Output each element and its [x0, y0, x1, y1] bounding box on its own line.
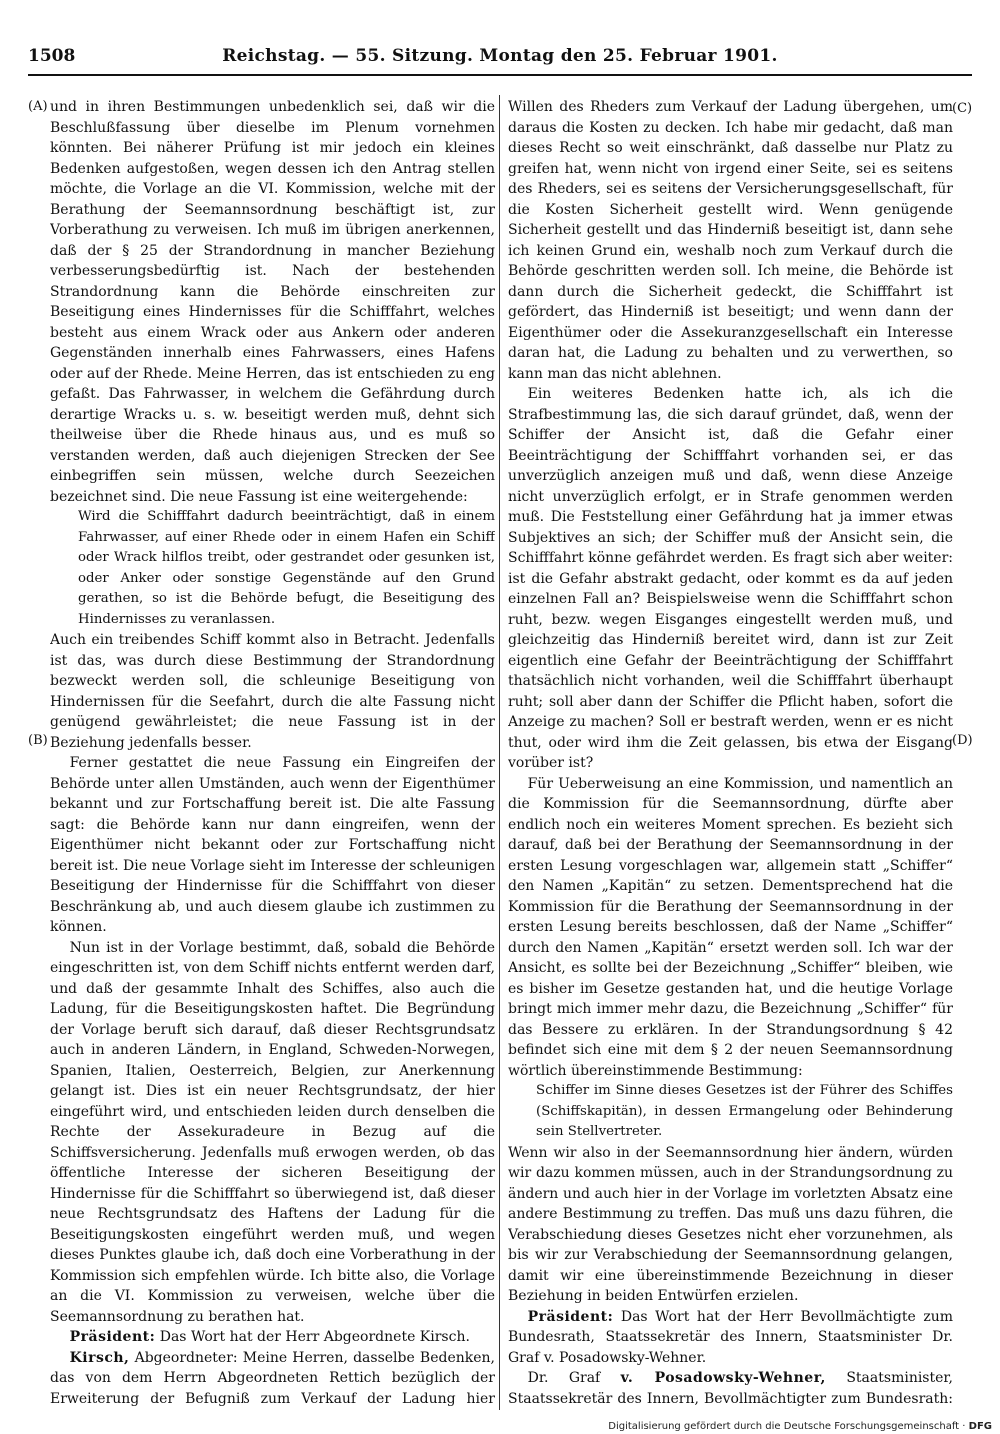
- column-rule: [499, 95, 500, 1410]
- margin-label-b: (B): [28, 733, 48, 748]
- paragraph: Für Ueberweisung an eine Kommission, und namentlich an die Kommission für die Seemannsordnung, dürfte aber endlich noch ein weiteres Moment sprechen. Es bezieht sich darauf, daß bei der Berathung der Seemannsordnung in der ersten Lesung vorgeschlagen war, allgemein statt „Schiffer“ den Namen „Kapitän“ zu setzen. Dementsprechend hat die Kommission für die Berathung der Seemannsordnung in der ersten Lesung bereits beschlossen, daß der Name „Schiffer“ durch den Namen „Kapitän“ ersetzt werden soll. Ich war der Ansicht, es sollte bei der Bezeichnung „Schiffer“ bleiben, wie es bisher im Gesetze gestanden hat, und die heutige Vorlage bringt mich immer mehr dazu, die Bezeichnung „Schiffer“ für das Bessere zu erklären. In der Strandungsordnung § 42 befindet sich eine mit dem § 2 der neuen Seemannsordnung wörtlich übereinstimmende Bestimmung:: [508, 775, 953, 1079]
- paragraph: Willen des Rheders zum Verkauf der Ladung übergehen, um daraus die Kosten zu decken. Ich habe mir gedacht, daß man dieses Recht so weit einschränkt, daß dasselbe nur Platz zu greifen hat, wenn nicht von irgend einer Seite, sei es seitens des Rheders, sei es seitens der Versicherungsgesellschaft, für die Kosten Sicherheit gestellt wird. Wenn genügende Sicherheit gestellt und das Hinderniß beseitigt ist, dann sehe ich keinen Grund ein, weshalb noch zum Verkauf durch die Behörde geschritten werden soll. Ich meine, die Behörde ist dann durch die Sicherheit gedeckt, die Schifffahrt ist gefördert, das Hinderniß ist beseitigt; und wenn dann der Eigenthümer oder die Assekuranzgesellschaft ein Interesse daran hat, die Ladung zu behalten und zu verwerthen, so kann man das nicht ablehnen.: [508, 99, 953, 382]
- page-number: 1508: [28, 46, 76, 66]
- speech-text: Das Wort hat der Herr Bevollmächtigte zum Bundesrath, Staatssekretär des Innern, Staatsminister Dr. Graf v. Posadowsky-Wehner.: [508, 1308, 953, 1366]
- margin-label-c: (C): [952, 101, 973, 116]
- header-rule: [28, 74, 972, 76]
- paragraph: Ein weiteres Bedenken hatte ich, als ich die Strafbestimmung las, die sich darauf gründet, daß, wenn der Schiffer der Ansicht ist, daß die Gefahr einer Beeinträchtigung der Schifffahrt vorhanden sei, er das unverzüglich anzeigen muß und daß, wenn diese Anzeige nicht unverzüglich erfolgt, er in Strafe genommen werden muß. Die Feststellung einer Gefährdung hat ja immer etwas Subjektives an sich; der Schiffer muß der Ansicht sein, die Schifffahrt könne gefährdet werden. Es fragt sich aber weiter: ist die Gefahr abstrakt gedacht, oder kommt es da auf jeden einzelnen Fall an? Beispielsweise wenn die Schifffahrt schon ruht, bezw. wegen Eisganges eingestellt werden muß, und gleichzeitig das Hinderniß bereitet wird, dann ist zur Zeit eigentlich eine Gefahr der Beeinträchtigung der Schifffahrt thatsächlich nicht vorhanden, weil die Schifffahrt überhaupt ruht; soll aber dann der Schiffer die Pflicht haben, sofort die Anzeige zu machen? Soll er bestraft werden, wenn er es nicht thut, oder wird ihm die Zeit gelassen, bis etwa der Eisgang vorüber ist?: [508, 386, 953, 771]
- speech-text: Das Wort hat der Herr Abgeordnete Kirsch.: [159, 1329, 470, 1345]
- paragraph: Nun ist in der Vorlage bestimmt, daß, sobald die Behörde eingeschritten ist, von dem Schiff nichts entfernt werden darf, und daß der gesammte Inhalt des Schiffes, also auch die Ladung, für die Beseitigungskosten haftet. Die Begründung der Vorlage beruft sich darauf, daß dieser Rechtsgrundsatz auch in anderen Ländern, in England, Schweden-Norwegen, Spanien, Italien, Oesterreich, Belgien, zur Anerkennung gelangt ist. Dies ist ein neuer Rechtsgrundsatz, der hier eingeführt wird, und entschieden leiden durch denselben die Rechte der Assekuradeure in Bezug auf die Schiffsversicherung. Jedenfalls muß erwogen werden, ob das öffentliche Interesse der sicheren Beseitigung der Hindernisse für die Schifffahrt so überwiegend ist, daß dieser neue Rechtsgrundsatz des Haftens der Ladung für die Beseitigungskosten eingeführt werden muß, und wegen dieses Punktes glaube ich, daß doch eine Vorberathung in der Kommission sich empfehlen würde. Ich bitte also, die Vorlage an die VI. Kommission zu verweisen, welche über die Seemannsordnung zu berathen hat.: [50, 939, 495, 1325]
- digitization-credit: [608, 1421, 992, 1432]
- speaker-name: Präsident:: [527, 1308, 614, 1325]
- right-column: [508, 97, 953, 1409]
- paragraph: Wenn wir also in der Seemannsordnung hier ändern, würden wir dazu kommen müssen, auch in der Strandungsordnung zu ändern und auch hier in der Vorlage im vorletzten Absatz eine andere Bestimmung zu treffen. Das muß uns dazu führen, die Verabschiedung dieses Gesetzes nicht eher vorzunehmen, als bis wir zur Verabschiedung der Seemannsordnung gelangen, damit wir eine übereinstimmende Bezeichnung in dieser Beziehung in beiden Entwürfen erzielen.: [508, 1144, 953, 1304]
- quotation: Schiffer im Sinne dieses Gesetzes ist der Führer des Schiffes (Schiffskapitän), in dessen Ermangelung oder Behinderung sein Stellvertreter.: [536, 1083, 953, 1139]
- speech-text: Abgeordneter: Meine Herren, dasselbe Bedenken, das von dem Herrn Abgeordneten Rettich bezüglich der Erweiterung der Befugniß zum Verkauf der Ladung hier: [50, 1349, 495, 1407]
- speech-text: Staatsminister, Staatssekretär des Innern, Bevollmächtigter zum Bundesrath:: [508, 1370, 953, 1407]
- paragraph: [508, 1307, 953, 1369]
- paragraph: [50, 1348, 495, 1410]
- credit-text: Digitalisierung gefördert durch die Deutsche Forschungsgemeinschaft ·: [608, 1421, 966, 1432]
- paragraph: Auch ein treibendes Schiff kommt also in Betracht. Jedenfalls ist das, was durch diese Bestimmung der Strandordnung bezweckt werden soll, die schleunige Beseitigung von Hindernissen für die Seefahrt, durch die alte Fassung nicht genügend gewährleistet; die neue Fassung ist in der Beziehung jedenfalls besser.: [50, 632, 495, 751]
- speaker-title: Dr. Graf: [527, 1370, 601, 1386]
- paragraph: [50, 1327, 495, 1348]
- speaker-name: v. Posadowsky-Wehner,: [620, 1370, 826, 1386]
- quotation: Wird die Schifffahrt dadurch beeinträchtigt, daß in einem Fahrwasser, auf einer Rhede oder in einem Hafen ein Schiff oder Wrack hilflos treibt, oder gestrandet oder gesunken ist, oder Anker oder sonstige Gegenstände auf den Grund gerathen, so ist die Behörde befugt, die Beseitigung des Hindernisses zu veranlassen.: [78, 509, 495, 627]
- margin-label-d: (D): [952, 733, 973, 748]
- paragraph: [508, 1368, 953, 1409]
- paragraph: Ferner gestattet die neue Fassung ein Eingreifen der Behörde unter allen Umständen, auch wenn der Eigenthümer bekannt und zur Fortschaffung bereit ist. Die alte Fassung sagt: die Behörde kann nur dann eingreifen, wenn der Eigenthümer nicht bekannt oder zur Fortschaffung nicht bereit ist. Die neue Vorlage sieht im Interesse der schleunigen Beseitigung der Hindernisse für die Schifffahrt von dieser Beschränkung ab, und auch diesem glaube ich zustimmen zu können.: [50, 755, 495, 935]
- speaker-name: Präsident:: [69, 1329, 156, 1345]
- dfg-logo: DFG: [968, 1421, 992, 1432]
- speaker-name: Kirsch,: [69, 1349, 130, 1366]
- left-column: [50, 97, 495, 1409]
- running-head: Reichstag. — 55. Sitzung. Montag den 25. Februar 1901.: [222, 46, 778, 66]
- paragraph: und in ihren Bestimmungen unbedenklich sei, daß wir die Beschlußfassung über dieselbe im Plenum vornehmen könnten. Bei näherer Prüfung ist mir jedoch ein kleines Bedenken aufgestoßen, wegen dessen ich den Antrag stellen möchte, die Vorlage an die VI. Kommission, welche mit der Berathung der Seemannsordnung beschäftigt ist, zur Vorberathung zu verweisen. Ich muß im übrigen anerkennen, daß der § 25 der Strandordnung in mancher Beziehung verbesserungsbedürftig ist. Nach der bestehenden Strandordnung kann die Behörde einschreiten zur Beseitigung eines Hindernisses für die Schifffahrt, welches besteht aus einem Wrack oder aus Ankern oder anderen Gegenständen innerhalb eines Fahrwassers, eines Hafens oder auf der Rhede. Meine Herren, das ist entschieden zu eng gefaßt. Das Fahrwasser, in welchem die Gefährdung durch derartige Wracks u. s. w. beseitigt werden muß, dehnt sich theilweise über die Rhede hinaus aus, und es muß so verstanden werden, daß auch diejenigen Strecken der See einbegriffen sein müssen, welche durch Seezeichen bezeichnet sind. Die neue Fassung ist eine weitergehende:: [50, 99, 495, 505]
- margin-label-a: (A): [28, 99, 48, 114]
